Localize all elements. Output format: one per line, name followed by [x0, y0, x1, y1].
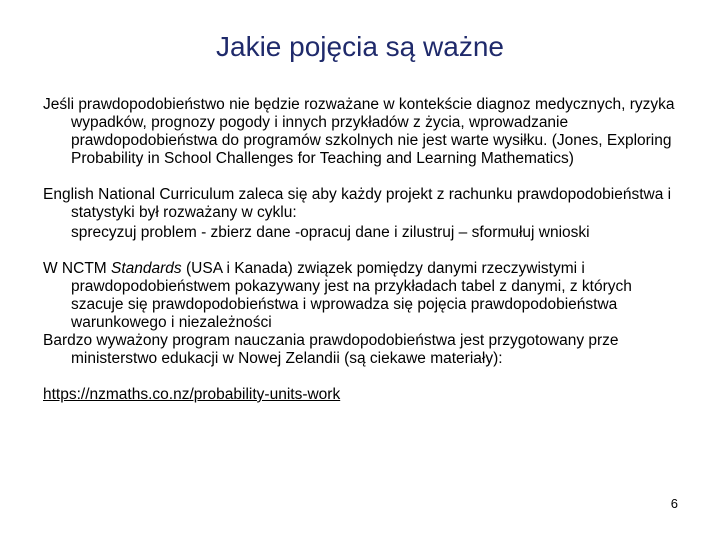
- slide-title: Jakie pojęcia są ważne: [216, 31, 504, 62]
- nzmaths-link[interactable]: https://nzmaths.co.nz/probability-units-work: [43, 386, 341, 403]
- nctm-rest: (USA i Kanada) związek pomiędzy danymi rzeczywistymi i prawdopodobieństwem pokazywany jest na przykładach tabel z danymi, z których szacuje się prawdopodobieństwa i wprowadza się pojęcia prawdopodobieństwa warunkowego i niezależności: [71, 260, 632, 331]
- page-number: 6: [670, 496, 678, 511]
- paragraph-new-zealand: Bardzo wyważony program nauczania prawdopodobieństwa jest przygotowany prze ministerstwo edukacji w Nowej Zelandii (są ciekawe materiały):: [43, 332, 619, 367]
- spacer: [43, 168, 683, 186]
- spacer: [43, 242, 683, 260]
- paragraph-nctm-standards: [43, 260, 683, 332]
- paragraph-english-curriculum: English National Curriculum zaleca się aby każdy projekt z rachunku prawdopodobieństwa i statystyki był rozważany w cyklu:: [43, 186, 672, 221]
- link-paragraph: [43, 386, 683, 404]
- paragraph-jones-quote: Jeśli prawdopodobieństwo nie będzie rozważane w kontekście diagnoz medycznych, ryzyka wypadków, prognozy pogody i innych przykładów z życia, wprowadzanie prawdopodobieństwa do programów szkolnych nie jest warte wysiłku. (Jones, Exploring Probability in School Challenges for Teaching and Learning Mathematics): [43, 96, 675, 167]
- standards-italic: Standards: [111, 260, 182, 277]
- nctm-prefix: W NCTM: [43, 260, 112, 277]
- cycle-steps: sprecyzuj problem - zbierz dane -opracuj dane i zilustruj – sformułuj wnioski: [71, 224, 590, 241]
- spacer: [43, 368, 683, 386]
- slide-content: [43, 96, 683, 404]
